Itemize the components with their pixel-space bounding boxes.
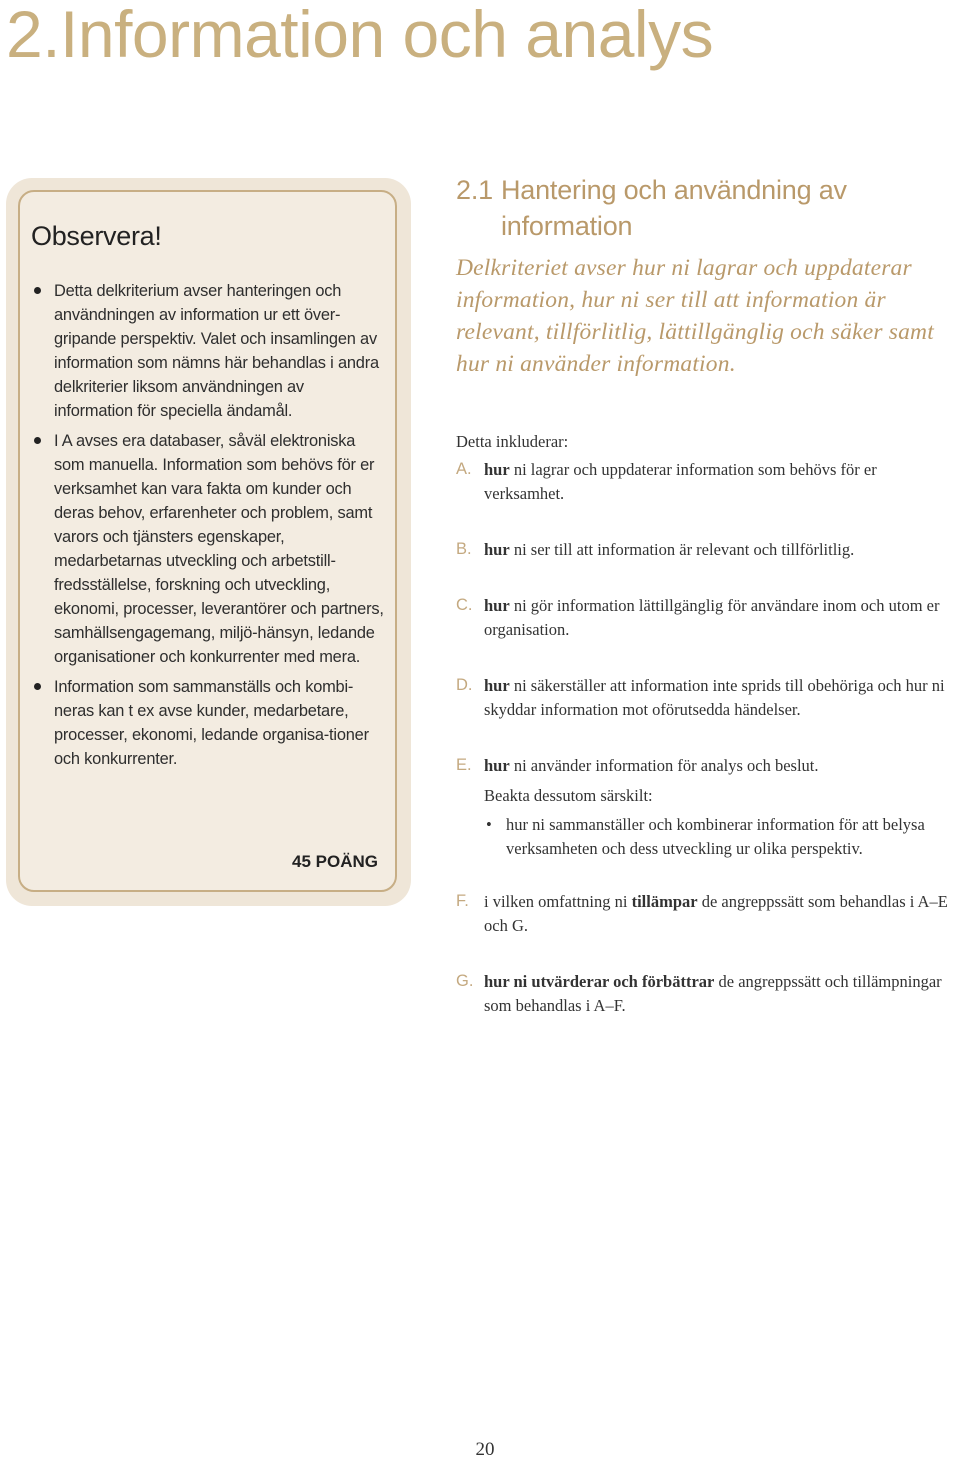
requirement-bold: hur [484, 756, 510, 775]
bullet-icon [34, 437, 41, 444]
requirement-text [456, 594, 956, 641]
requirement-g [456, 970, 956, 1017]
requirement-letter: D. [456, 676, 473, 694]
requirement-text [456, 754, 956, 778]
requirement-letter: A. [456, 460, 472, 478]
observera-item-text: Information som sammanställs och kombi-neras kan t ex avse kunder, medarbetare, processer, ekonomi, ledande organisa-tioner och konkurrenter. [54, 678, 369, 768]
requirement-e [456, 754, 956, 860]
requirement-rest: ni använder information för analys och beslut. [509, 756, 819, 775]
requirement-rest: de angreppssätt som behandlas i A–E och G. [484, 892, 948, 935]
observera-item [30, 429, 385, 669]
requirement-sub-text: hur ni sammanställer och kombinerar information för att belysa verksamheten och dess utveckling ur olika perspektiv. [506, 815, 925, 858]
points-label: 45 POÄNG [292, 852, 378, 871]
bullet-icon [34, 287, 41, 294]
observera-item [30, 279, 385, 423]
requirement-rest: de angreppssätt och tillämpningar som behandlas i A–F. [484, 972, 942, 1015]
requirement-letter: B. [456, 540, 472, 558]
bullet-icon [34, 683, 41, 690]
requirement-bold: hur [484, 540, 510, 559]
requirement-pre: i vilken omfattning ni [484, 892, 632, 911]
requirement-text [456, 458, 956, 505]
requirement-bold: tillämpar [631, 892, 698, 911]
requirement-rest: ni ser till att information är relevant och tillförlitlig. [509, 540, 855, 559]
observera-item [30, 675, 385, 771]
requirement-text [456, 970, 956, 1017]
includes-label: Detta inkluderar: [456, 432, 569, 451]
section-intro: Delkriteriet avser hur ni lagrar och uppdaterar information, hur ni ser till att information är relevant, tillförlitlig, lättillgänglig och säker samt hur ni använder information. [456, 255, 934, 377]
requirement-rest: ni lagrar och uppdaterar information som behövs för er verksamhet. [484, 460, 877, 503]
requirement-bold: hur ni utvärderar och förbättrar [484, 972, 715, 991]
requirement-f [456, 890, 956, 937]
section-title-line2: information [501, 211, 633, 241]
section-title [456, 172, 936, 244]
requirement-letter: E. [456, 756, 472, 774]
observera-item-text: I A avses era databaser, såväl elektroniska som manuella. Information som behövs för er verksamhet kan vara fakta om kunder och deras behov, erfarenheter och problem, samt varors och tjänsters egenskaper, medarbetarnas utveckling och arbetstill-fredsställelse, forskning och utveckling, ekonomi, processer, leverantörer och partners, samhällsengagemang, miljö-hänsyn, ledande organisationer och konkurrenter med mera. [54, 432, 384, 666]
requirement-rest: ni säkerställer att information inte sprids till obehöriga och hur ni skyddar information mot oförutsedda händelser. [484, 676, 945, 719]
observera-list [30, 279, 385, 777]
requirement-rest: ni gör information lättillgänglig för användare inom och utom er organisation. [484, 596, 940, 639]
requirement-c [456, 594, 956, 641]
section-number: 2.1 [456, 175, 493, 205]
page-title: 2.Information och analys [6, 0, 714, 71]
requirement-a [456, 458, 956, 505]
requirement-bold: hur [484, 596, 510, 615]
requirement-text [456, 538, 956, 562]
observera-heading: Observera! [31, 221, 162, 251]
observera-item-text: Detta delkriterium avser hanteringen och användningen av information ur ett över-gripande perspektiv. Valet och insamlingen av information som nämns här behandlas i andra delkriterier liksom användningen av information för speciella ändamål. [54, 282, 379, 420]
requirement-text [456, 674, 956, 721]
section-title-line1: Hantering och användning av [501, 175, 847, 205]
requirement-sub-item [484, 813, 956, 860]
requirement-b [456, 538, 956, 562]
requirement-letter: F. [456, 892, 469, 910]
page-number: 20 [475, 1439, 495, 1460]
requirement-letter: G. [456, 972, 474, 990]
requirement-d [456, 674, 956, 721]
requirement-bold: hur [484, 460, 510, 479]
requirement-bold: hur [484, 676, 510, 695]
bullet-icon: • [486, 815, 492, 834]
requirement-extra: Beakta dessutom särskilt: [484, 785, 653, 805]
requirement-text [456, 890, 956, 937]
requirement-letter: C. [456, 596, 473, 614]
